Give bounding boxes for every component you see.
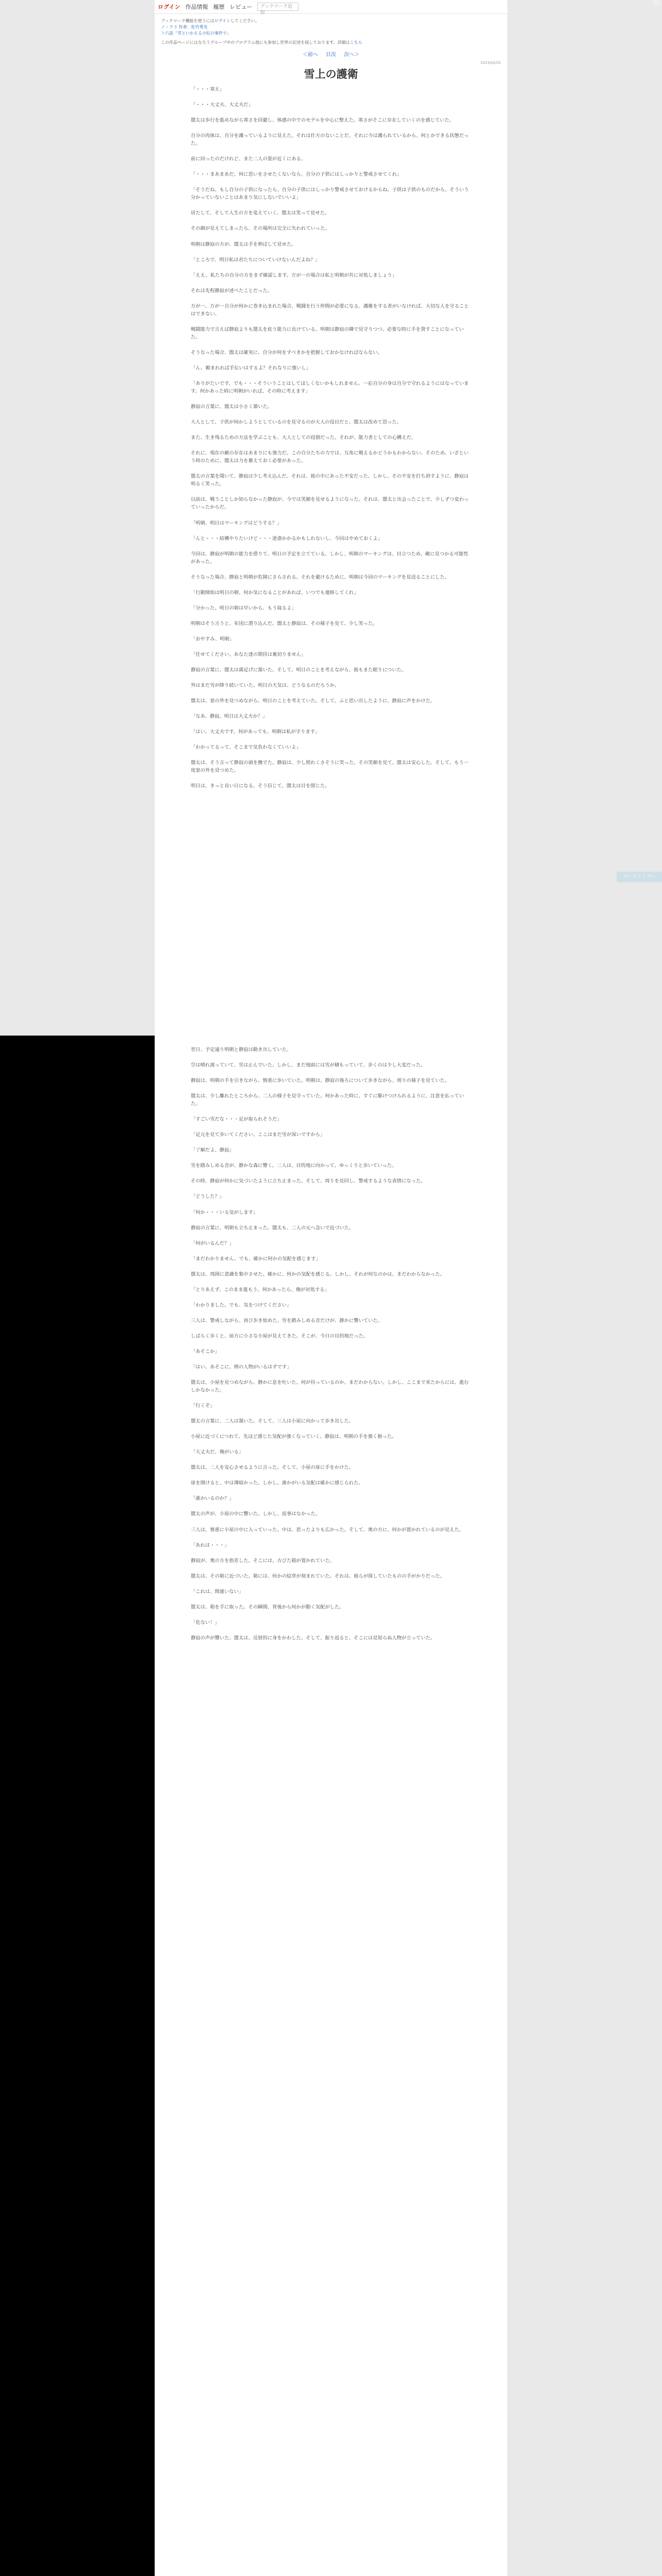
- paragraph: 「なあ、静寂。明日は大丈夫か？」: [191, 714, 268, 720]
- paragraph: それは先程静寂が述べたことだった。: [191, 287, 273, 294]
- paragraph: 明朝はそう言うと、布団に潜り込んだ。闇太と静寂は、その様子を見て、少し笑った。: [191, 620, 378, 626]
- paragraph: 「足元を見て歩いてください。ここはまだ雪が深いですから」: [191, 1132, 325, 1138]
- paragraph: 静寂の言葉に、闇太は満足げに頷いた。そして、明日のことを考えながら、彼もまた眠りについた。: [191, 667, 406, 673]
- paragraph: 「・・・まあまあだ、何に思いをさせたくないなら、自分の子供にはしっかりと警戒させてくれ」: [191, 172, 402, 178]
- paragraph: 小屋に近づくにつれて、先ほど感じた気配が強くなっていく。静寂は、明朝の手を強く握った。: [191, 1434, 397, 1440]
- paragraph: 三人は、慎重に小屋の中に入っていった。中は、思ったよりも広かった。そして、奥の方に、何かが置かれているのが見えた。: [191, 1527, 464, 1533]
- paragraph: 「危ない！」: [191, 1619, 220, 1625]
- author-line: ノ・ラ３ 作者：佐竹秀光: [161, 25, 208, 29]
- paragraph: 「どうした？」: [191, 1194, 225, 1200]
- program-notice: この作品ページにはなろうグループ中のプログラム他にも参加し世界の記述を探しております。詳細はこちら: [161, 40, 362, 45]
- paragraph: 「そうだね、もし自分の子供になったら、自分の子供にはしっかり警戒させておけるからね。子供は子供のものだから、そういう分かっていないことはあまり気にしないでいいよ」: [191, 187, 469, 201]
- paragraph: 「明朝、明日はマーキングはどうする？」: [191, 520, 282, 526]
- paragraph: 「ところで、明日私は君たちについていけないんだよね？」: [191, 257, 320, 263]
- paragraph: しばらく歩くと、前方に小さな小屋が見えてきた。そこが、今日の目的地だった。: [191, 1333, 368, 1339]
- dark-overlay-region: [0, 1036, 155, 2576]
- paragraph: その時、静寂が何かに気づいたように立ち止まった。そして、周りを見回し、警戒するような表情になった。: [191, 1178, 426, 1184]
- paragraph: 闇太は、箱を手に取った。その瞬間、背後から何かが動く気配がした。: [191, 1604, 344, 1610]
- paragraph: 「・・・寒え」: [191, 87, 225, 92]
- paragraph: 静寂が、奥の方を指差した。そこには、古びた箱が置かれていた。: [191, 1557, 335, 1564]
- paragraph: 明日は、きっと良い日になる。そう信じて、闇太は目を閉じた。: [191, 783, 330, 789]
- paragraph: 大人として、子供が何かしようとしているのを見守るのが大人の役目だと、闇太は改めて思った。: [191, 419, 402, 426]
- login-notice-link[interactable]: ログイン: [214, 19, 231, 23]
- paragraph: 自分の肉体は、自分を護っているように見えた。それは仕方のないことだ、それに今は護られているから、何とかできる状態だった。: [191, 133, 469, 147]
- paragraph: 闇太は、そう言って静寂の頭を撫でた。静寂は、少し照れくさそうに笑った。その笑顔を見て、闇太は安心した。そして、もう一度窓の外を見つめた。: [191, 760, 469, 774]
- paragraph: 闇太は、小屋を見つめながら、静かに息を吐いた。何が待っているのか、まだわからない。しかし、ここまで来たからには、進むしかなかった。: [191, 1380, 469, 1394]
- paragraph: 明朝は静寂の方が、闇太は手を伸ばして見せた。: [191, 241, 296, 247]
- paragraph: 「誰かいるのか？」: [191, 1496, 234, 1502]
- author-name-link[interactable]: 佐竹秀光: [191, 25, 208, 29]
- paragraph: 静寂の言葉に、明朝も立ち止まった。闇太も、二人の元へ急いで近づいた。: [191, 1225, 354, 1231]
- paragraph: 「はい。あそこに、例の人物がいるはずです」: [191, 1364, 292, 1370]
- notice-link[interactable]: こちら: [350, 40, 362, 45]
- paragraph: 「任せてください。あなた達の期待は裏切りません」: [191, 651, 306, 657]
- paragraph: 闇太の言葉を聞いて、静寂は少し考え込んだ。それは、彼の中にあった不安だった。しかし、その不安を打ち消すように、静寂は明るく笑った。: [191, 473, 469, 487]
- breadcrumb[interactable]: ＞六話「雪といかえる小紅の事件で」: [161, 31, 231, 36]
- paragraph: 闇太は、二人を安心させるように言った。そして、小屋の扉に手をかけた。: [191, 1465, 354, 1471]
- paragraph: 「行くぞ」: [191, 1403, 215, 1409]
- paragraph: 「すごい雪だな・・・足が取られそうだ」: [191, 1116, 282, 1123]
- next-chapter-link[interactable]: 次へ＞: [344, 52, 360, 58]
- paragraph: 空は晴れ渡っていて、雪は止んでいた。しかし、まだ地面には雪が積もっていて、歩くのは少し大変だった。: [191, 1062, 426, 1069]
- window-corner: [653, 0, 660, 6]
- paragraph: 「・・・大丈夫、大丈夫だ」: [191, 102, 253, 108]
- paragraph: 「まだわかりません。でも、確かに何かの気配を感じます」: [191, 1256, 321, 1262]
- paragraph: 「何がいるんだ？」: [191, 1240, 234, 1246]
- paragraph: 「わかりました。でも、気をつけてください」: [191, 1302, 292, 1308]
- paragraph: 戦闘能力で言えば静寂よりも闇太を庇う能力に長けている。明朝は静寂の隣で見守りつつ、必要な時に手を貸すことになっていた。: [191, 326, 464, 340]
- paragraph: 「分かった。明日の朝は早いから、もう寝るよ」: [191, 605, 296, 611]
- paragraph: 闇太の言葉に、二人は頷いた。そして、三人は小屋に向かって歩き出した。: [191, 1418, 354, 1425]
- paragraph: 今回は、静寂が明朝の能力を借りて、明日の予定を立てている。しかし、明朝のマーキングは、目立つため、敵に見つかる可能性があった。: [191, 551, 469, 565]
- paragraph: 「大丈夫だ。俺がいる」: [191, 1449, 244, 1455]
- paragraph: 「行動開始は明日の朝、何か気になることがあれば、いつでも連絡してくれ」: [191, 589, 359, 596]
- paragraph: 「ええ。私たちの自分の方をまず確認します。万が一の場合は私と明朝が共に対処しましょう」: [191, 272, 397, 278]
- paragraph: それに、現在の敵の存在はあまりにも強力だ。この自分たちの力では、互角に戦えるかどうかもわからない。そのため、いざという時のために、闇太は力を蓄えておく必要があった。: [191, 450, 469, 464]
- nav-item-review[interactable]: レビュー: [229, 4, 253, 10]
- paragraph: 闇太は、窓の外を見つめながら、明日のことを考えていた。そして、ふと思い出したように、静寂に声をかけた。: [191, 698, 435, 704]
- toc-link[interactable]: 目次: [326, 52, 336, 58]
- paragraph: 「んと・・・結構やりたいけど・・・迷惑かかるかもしれないし、今回はやめておくよ」: [191, 535, 383, 541]
- meta-block: [155, 14, 507, 46]
- paragraph: そうなった場合、静寂と明朝が危険にさらされる。それを避けるために、明朝は今回のマーキングを見送ることにした。: [191, 574, 450, 580]
- page-column: [155, 0, 507, 2576]
- paragraph: 以前は、戦うことしか知らなかった静寂が、今では笑顔を見せるようになった。それは、闇太と出会ったことで、少しずつ変わっていったからだ。: [191, 497, 469, 511]
- paragraph: 前に回ったのだけれど、また二人の姿が近くにある。: [191, 156, 306, 162]
- chapter-body-part2: [155, 1046, 507, 1650]
- login-link[interactable]: ログイン: [158, 4, 180, 10]
- paragraph: 静寂の声が響いた。闇太は、反射的に身をかわした。そして、振り返ると、そこには見知らぬ人物が立っていた。: [191, 1635, 435, 1641]
- nav-item-history[interactable]: 履歴: [213, 4, 225, 10]
- paragraph: 雪を踏みしめる音が、静かな森に響く。二人は、目的地に向かって、ゆっくりと歩いていった。: [191, 1163, 397, 1169]
- paragraph: 「ん。頼まれれば手伝いはするよ？それなりに強いし」: [191, 365, 311, 371]
- paragraph: 扉を開けると、中は薄暗かった。しかし、誰かがいる気配は確かに感じられた。: [191, 1480, 363, 1486]
- paragraph: 万が一、万が一自分が何かに巻き込まれた場合、戦闘を行う仲間が必要になる。護衛をする者がいなければ、大切な人を守ることはできない。: [191, 303, 469, 317]
- paragraph: 「ありがたいです、でも・・・そういうことはしてほしくないかもしれません。一応自分の身は自分で守れるようにはなっています。何かあった時に明朝がいれば、その時に考えます」: [191, 380, 469, 395]
- paragraph: 「何か・・・いる気がします」: [191, 1209, 258, 1215]
- paragraph: 闇太は、少し離れたところから、二人の様子を見守っていた。何かあった時に、すぐに駆けつけられるように、注意を払っていた。: [191, 1093, 464, 1107]
- paragraph: 「あれは・・・」: [191, 1542, 229, 1548]
- nav-item-info[interactable]: 作品情報: [185, 4, 208, 10]
- paragraph: 「了解だよ、静寂」: [191, 1147, 234, 1154]
- paragraph: 外はまだ雪が降り続いていた。明日の天気は、どうなるのだろうか。: [191, 683, 340, 689]
- chapter-title: 雪上の護衛: [304, 68, 358, 80]
- paragraph: 「おやすみ、明朝」: [191, 636, 235, 642]
- page-top-button[interactable]: ページトップへ: [617, 872, 662, 882]
- paragraph: 翌日、予定通り明朝と静寂は動き出していた。: [191, 1047, 292, 1053]
- paragraph: 静寂は、明朝の手を引きながら、慎重に歩いていた。明朝は、静寂の後ろについて歩きながら、周りの様子を見ていた。: [191, 1078, 450, 1084]
- paragraph: そうなった場合、闇太は確実に、自分が何をすべきかを把握しておかなければならない。: [191, 349, 383, 355]
- paragraph: 「わかってるって、そこまで気負わなくていいよ」: [191, 744, 301, 751]
- paragraph: また、生き残るための方法を学ぶことも、大人としての役割だった。それが、能力者としての心構えだ。: [191, 435, 416, 441]
- paragraph: 「これは、間違いない」: [191, 1588, 244, 1595]
- chapter-navigation: [155, 50, 507, 58]
- paragraph: 「とりあえず、このまま進もう。何かあったら、俺が対処する」: [191, 1286, 329, 1293]
- paragraph: 静寂の言葉に、闇太は小さく頷いた。: [191, 404, 273, 410]
- prev-chapter-link[interactable]: ＜前へ: [302, 52, 318, 58]
- chapter-body-part1: [155, 86, 507, 790]
- paragraph: 「あそこか」: [191, 1348, 220, 1354]
- paragraph: 闇太は歩行を進めながら寒さを回避し、体感の中でのモデルを中心に整えた。寒さがそこに存在していくのを感じていた。: [191, 117, 454, 124]
- paragraph: その顔が見えてしまったら、その場所は完全に失われていった。: [191, 226, 330, 232]
- paragraph: 闇太は、その箱に近づいた。箱には、何かの紋章が刻まれていた。それは、彼らが探していたものの手がかりだった。: [191, 1573, 445, 1579]
- paragraph: 居たして、そして人生の方を変えていく、闇太は笑って見せた。: [191, 210, 330, 216]
- top-navigation-bar: [155, 0, 507, 14]
- bookmark-button[interactable]: ブックマーク追加: [257, 3, 299, 11]
- paragraph: 闇太の声が、小屋の中に響いた。しかし、返事はなかった。: [191, 1511, 321, 1517]
- paragraph: 「はい。大丈夫です。何があっても、明朝は私が守ります」: [191, 729, 320, 735]
- post-date: 2023/02/01: [480, 61, 501, 65]
- paragraph: 闇太は、周囲に意識を集中させた。確かに、何かの気配を感じる。しかし、それが何なのかは、まだわからなかった。: [191, 1271, 445, 1277]
- login-notice: ブックマーク機能を使うにはログインしてください。: [161, 19, 260, 23]
- paragraph: 三人は、警戒しながら、再び歩き始めた。雪を踏みしめる音だけが、静かに響いていた。: [191, 1317, 383, 1324]
